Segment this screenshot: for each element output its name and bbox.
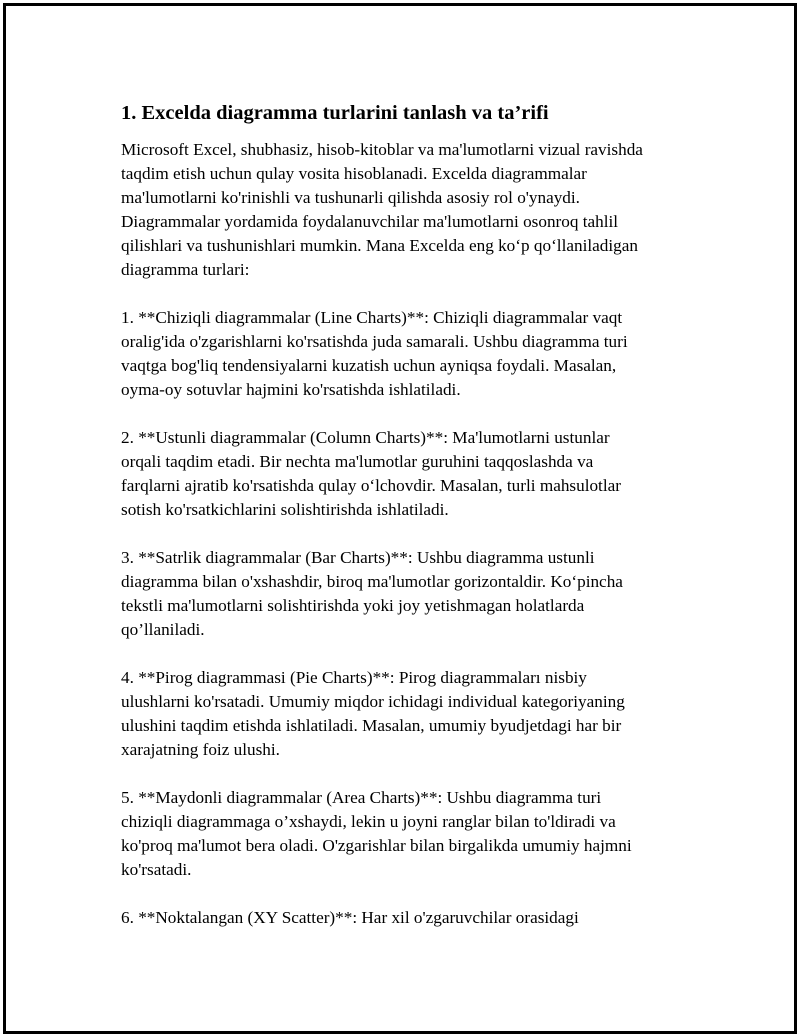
paragraph-scatter-charts: 6. **Noktalangan (XY Scatter)**: Har xil o'zgaruvchilar orasidagi [121,908,579,927]
intro-paragraph: Microsoft Excel, shubhasiz, hisob-kitoblar va ma'lumotlarni vizual ravishda taqdim etish uchun qulay vosita hisoblanadi. Excelda diagrammalar ma'lumotlarni ko'rinishli va tushunarli qilishda asosiy rol o'ynaydi. Diagrammalar yordamida foydalanuvchilar ma'lumotlarni osonroq tahlil qilishlari va tushunishlari mumkin. Mana Excelda eng ko‘p qo‘llaniladigan diagramma turlari: [121,140,643,279]
paragraph-line-charts: 1. **Chiziqli diagrammalar (Line Charts)**: Chiziqli diagrammalar vaqt oralig'ida o'zgarishlarni ko'rsatishda juda samarali. Ushbu diagramma turi vaqtga bog'liq tendensiyalarni kuzatish uchun ayniqsa foydali. Masalan, oyma-oy sotuvlar hajmini ko'rsatishda ishlatiladi. [121,308,628,399]
paragraph-pie-charts: 4. **Pirog diagrammasi (Pie Charts)**: Pirog diagrammaları nisbiy ulushlarni ko'rsatadi. Umumiy miqdor ichidagi individual kategoriyaning ulushini taqdim etishda ishlatiladi. Masalan, umumiy byudjetdagi har bir xarajatning foiz ulushi. [121,668,625,759]
paragraph-bar-charts: 3. **Satrlik diagrammalar (Bar Charts)**: Ushbu diagramma ustunli diagramma bilan o'xshashdir, biroq ma'lumotlar gorizontaldir. Ko‘pincha tekstli ma'lumotlarni solishtirishda yoki joy yetishmagan holatlarda qo’llaniladi. [121,548,623,639]
paragraph-column-charts: 2. **Ustunli diagrammalar (Column Charts)**: Ma'lumotlarni ustunlar orqali taqdim etadi. Bir nechta ma'lumotlar guruhini taqqoslashda va farqlarni ajratib ko'rsatishda qulay o‘lchovdir. Masalan, turli mahsulotlar sotish ko'rsatkichlarini solishtirishda ishlatiladi. [121,428,621,519]
section-heading: 1. Excelda diagramma turlarini tanlash va ta’rifi [121,102,549,124]
page-frame [3,3,797,1034]
document-body [121,101,691,954]
paragraph-area-charts: 5. **Maydonli diagrammalar (Area Charts)**: Ushbu diagramma turi chiziqli diagrammaga o’xshaydi, lekin u joyni ranglar bilan to'ldiradi va ko'proq ma'lumot bera oladi. O'zgarishlar bilan birgalikda umumiy hajmni ko'rsatadi. [121,788,632,879]
